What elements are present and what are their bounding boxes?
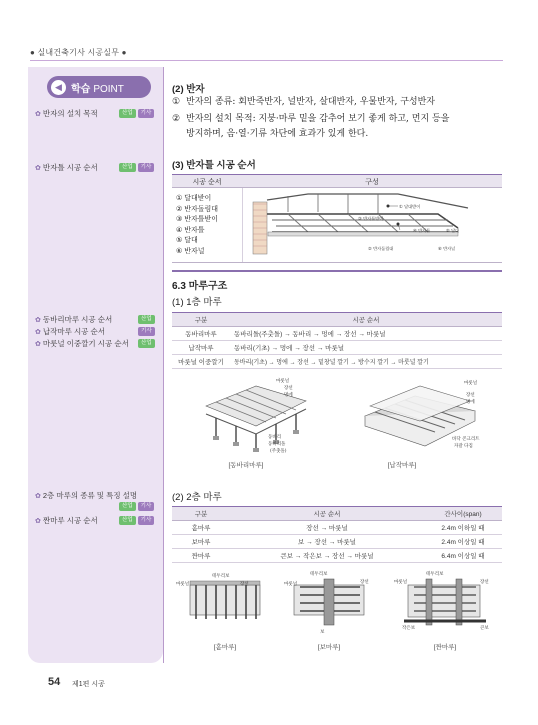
svg-text:테두리보: 테두리보 bbox=[426, 572, 444, 577]
sidebar-point-4-badges bbox=[138, 327, 155, 336]
svg-text:테두리보: 테두리보 bbox=[212, 574, 230, 579]
diagram-label: ③ 반자틀받이 bbox=[358, 216, 384, 221]
footer-chapter: 제1편 시공 bbox=[72, 681, 105, 688]
table-header-row bbox=[172, 507, 502, 521]
svg-text:바닥 콘크리트: 바닥 콘크리트 bbox=[452, 437, 480, 442]
ceiling-frame-table bbox=[172, 174, 502, 262]
badge-industrial: 산업 bbox=[119, 163, 136, 172]
header-divider bbox=[30, 60, 503, 61]
point-label-en: POINT bbox=[93, 83, 124, 95]
svg-text:마룻널: 마룻널 bbox=[464, 381, 478, 386]
bullet-icon: ✿ bbox=[35, 340, 41, 348]
sidebar-divider bbox=[163, 67, 164, 663]
ceiling-item-2-cont: 방지하며, 음·열·기류 차단에 효과가 있게 한다. bbox=[186, 129, 369, 139]
section-floor-title: 6.3 마루구조 bbox=[172, 281, 228, 292]
section-second-floor-title: (2) 2층 마루 bbox=[172, 492, 222, 503]
badge-industrial: 산업 bbox=[119, 502, 136, 511]
svg-text:테두리보: 테두리보 bbox=[310, 572, 328, 577]
napjak-floor-diagram bbox=[360, 376, 490, 456]
table-row: 납작마루 동바리(기초) → 멍에 → 장선 → 마룻널 bbox=[172, 341, 502, 355]
sidebar-point-3-badges bbox=[138, 315, 155, 324]
svg-text:마룻널: 마룻널 bbox=[394, 580, 408, 585]
bullet-icon: ✿ bbox=[35, 492, 41, 500]
svg-text:(주춧돌): (주춧돌) bbox=[270, 449, 287, 454]
section-ceiling-frame-title: (3) 반자틀 시공 순서 bbox=[172, 160, 256, 171]
diagram-label: ② 반자돌림대 bbox=[368, 246, 394, 251]
bo-floor-diagram bbox=[280, 567, 380, 635]
napjak-caption: [납작마루] bbox=[387, 462, 417, 469]
second-floor-table bbox=[172, 506, 502, 563]
svg-text:멍에: 멍에 bbox=[284, 393, 293, 398]
sidebar-point-2-badges bbox=[119, 163, 154, 172]
section-divider bbox=[172, 270, 502, 272]
section-ceiling-title: (2) 반자 bbox=[172, 84, 205, 95]
bullet-icon: ✿ bbox=[35, 316, 41, 324]
badge-industrial: 산업 bbox=[138, 339, 155, 348]
sidebar-point-7-badges bbox=[119, 516, 154, 525]
sidebar-point-4: ✿ 납작마루 시공 순서 bbox=[35, 327, 106, 336]
svg-text:장선: 장선 bbox=[360, 580, 369, 585]
sidebar-point-6-badges bbox=[119, 502, 154, 511]
diagram-label: ⑥ 반자널 bbox=[438, 246, 456, 251]
bullet-icon: ✿ bbox=[35, 110, 41, 118]
bullet-icon: ✿ bbox=[35, 164, 41, 172]
bullet-icon: ✿ bbox=[35, 328, 41, 336]
ceiling-steps: ① 달대받이 ② 반자돌림대 ③ 반자틀받이 ④ 반자틀 ⑤ 달대 ⑥ 반자널 bbox=[176, 195, 219, 255]
col-header-span: 간사이(span) bbox=[424, 507, 502, 521]
svg-text:동바리돌: 동바리돌 bbox=[268, 442, 286, 447]
sidebar-point-5: ✿ 마룻널 이중깔기 시공 순서 bbox=[35, 339, 129, 348]
col-header-type: 구분 bbox=[172, 313, 230, 327]
sidebar-point-2: ✿ 반자틀 시공 순서 bbox=[35, 163, 98, 172]
svg-text:동바리: 동바리 bbox=[268, 435, 282, 440]
badge-industrial: 산업 bbox=[138, 315, 155, 324]
svg-text:마룻널: 마룻널 bbox=[276, 379, 290, 384]
col-header-structure: 구성 bbox=[365, 179, 379, 186]
table-header-row bbox=[172, 313, 502, 327]
col-header-order: 시공 순서 bbox=[230, 313, 502, 327]
learning-point-badge bbox=[47, 76, 151, 98]
col-header-order: 시공 순서 bbox=[192, 179, 222, 186]
svg-text:장선: 장선 bbox=[240, 582, 249, 587]
section-first-floor-title: (1) 1층 마루 bbox=[172, 297, 222, 308]
dongbari-caption: [동바리마루] bbox=[228, 462, 264, 469]
diagram-label: ④ 반자틀 bbox=[413, 228, 431, 233]
table-row: 짠마루 큰보 → 작은보 → 장선 → 마룻널 6.4m 이상일 때 bbox=[172, 549, 502, 563]
badge-engineer: 기사 bbox=[138, 163, 155, 172]
table-row: 마룻널 이중깔기 동바리(기초) → 멍에 → 장선 → 밑창널 깔기 → 방수지 깔기 → 마룻널 깔기 bbox=[172, 355, 502, 369]
speaker-icon: ◀ bbox=[51, 80, 66, 95]
page-number: 54 bbox=[48, 676, 61, 688]
svg-text:장선: 장선 bbox=[480, 580, 489, 585]
svg-text:보: 보 bbox=[320, 630, 325, 635]
col-header-order: 시공 순서 bbox=[230, 507, 424, 521]
sidebar-point-1-badges bbox=[119, 109, 154, 118]
table-row: 보마루 보 → 장선 → 마룻널 2.4m 이상일 때 bbox=[172, 535, 502, 549]
svg-text:장선: 장선 bbox=[284, 386, 293, 391]
badge-engineer: 기사 bbox=[138, 502, 155, 511]
col-header-type: 구분 bbox=[172, 507, 230, 521]
jjan-floor-caption: [짠마루] bbox=[433, 644, 457, 651]
badge-engineer: 기사 bbox=[138, 109, 155, 118]
table-row: 동바리마루 동바리돌(주춧돌) → 동바리 → 멍에 → 장선 → 마룻널 bbox=[172, 327, 502, 341]
badge-engineer: 기사 bbox=[138, 516, 155, 525]
diagram-label: ⑤ 달대 bbox=[446, 228, 460, 233]
sidebar-point-7: ✿ 짠마루 시공 순서 bbox=[35, 516, 98, 525]
ceiling-frame-diagram bbox=[248, 190, 498, 260]
diagram-label: ① 달대받이 bbox=[399, 204, 421, 209]
first-floor-table bbox=[172, 312, 502, 369]
ceiling-item-1: ① 반자의 종류: 회반죽반자, 널반자, 살대반자, 우물반자, 구성반자 bbox=[172, 97, 435, 107]
hot-floor-caption: [홑마루] bbox=[213, 644, 237, 651]
svg-text:큰보: 큰보 bbox=[480, 626, 489, 631]
table-row: 홑마루 장선 → 마룻널 2.4m 이하일 때 bbox=[172, 521, 502, 535]
hot-floor-diagram bbox=[174, 567, 274, 635]
dongbari-floor-diagram bbox=[196, 376, 316, 456]
badge-industrial: 산업 bbox=[119, 516, 136, 525]
point-label: 학습 bbox=[71, 83, 91, 95]
bo-floor-caption: [보마루] bbox=[317, 644, 341, 651]
svg-text:장선: 장선 bbox=[466, 393, 475, 398]
learning-point-sidebar bbox=[28, 67, 163, 663]
jjan-floor-diagram bbox=[390, 567, 500, 635]
sidebar-point-6: ✿ 2층 마루의 종류 및 특징 설명 bbox=[35, 491, 138, 500]
badge-engineer: 기사 bbox=[138, 327, 155, 336]
svg-text:마룻널: 마룻널 bbox=[284, 582, 298, 587]
badge-industrial: 산업 bbox=[119, 109, 136, 118]
svg-text:자갈 다짐: 자갈 다짐 bbox=[454, 444, 473, 449]
svg-text:마룻널: 마룻널 bbox=[176, 582, 190, 587]
sidebar-point-5-badges bbox=[138, 339, 155, 348]
bullet-icon: ✿ bbox=[35, 517, 41, 525]
sidebar-point-3: ✿ 동바리마루 시공 순서 bbox=[35, 315, 113, 324]
svg-text:작은보: 작은보 bbox=[402, 626, 416, 631]
svg-text:멍에: 멍에 bbox=[466, 400, 475, 405]
running-header: ● 실내건축기사 시공실무 ● bbox=[30, 48, 127, 57]
sidebar-point-1: ✿ 반자의 설치 목적 bbox=[35, 109, 98, 118]
ceiling-item-2: ② 반자의 설치 목적: 지붕·마루 밑을 감추어 보기 좋게 하고, 먼지 등을 bbox=[172, 114, 450, 124]
